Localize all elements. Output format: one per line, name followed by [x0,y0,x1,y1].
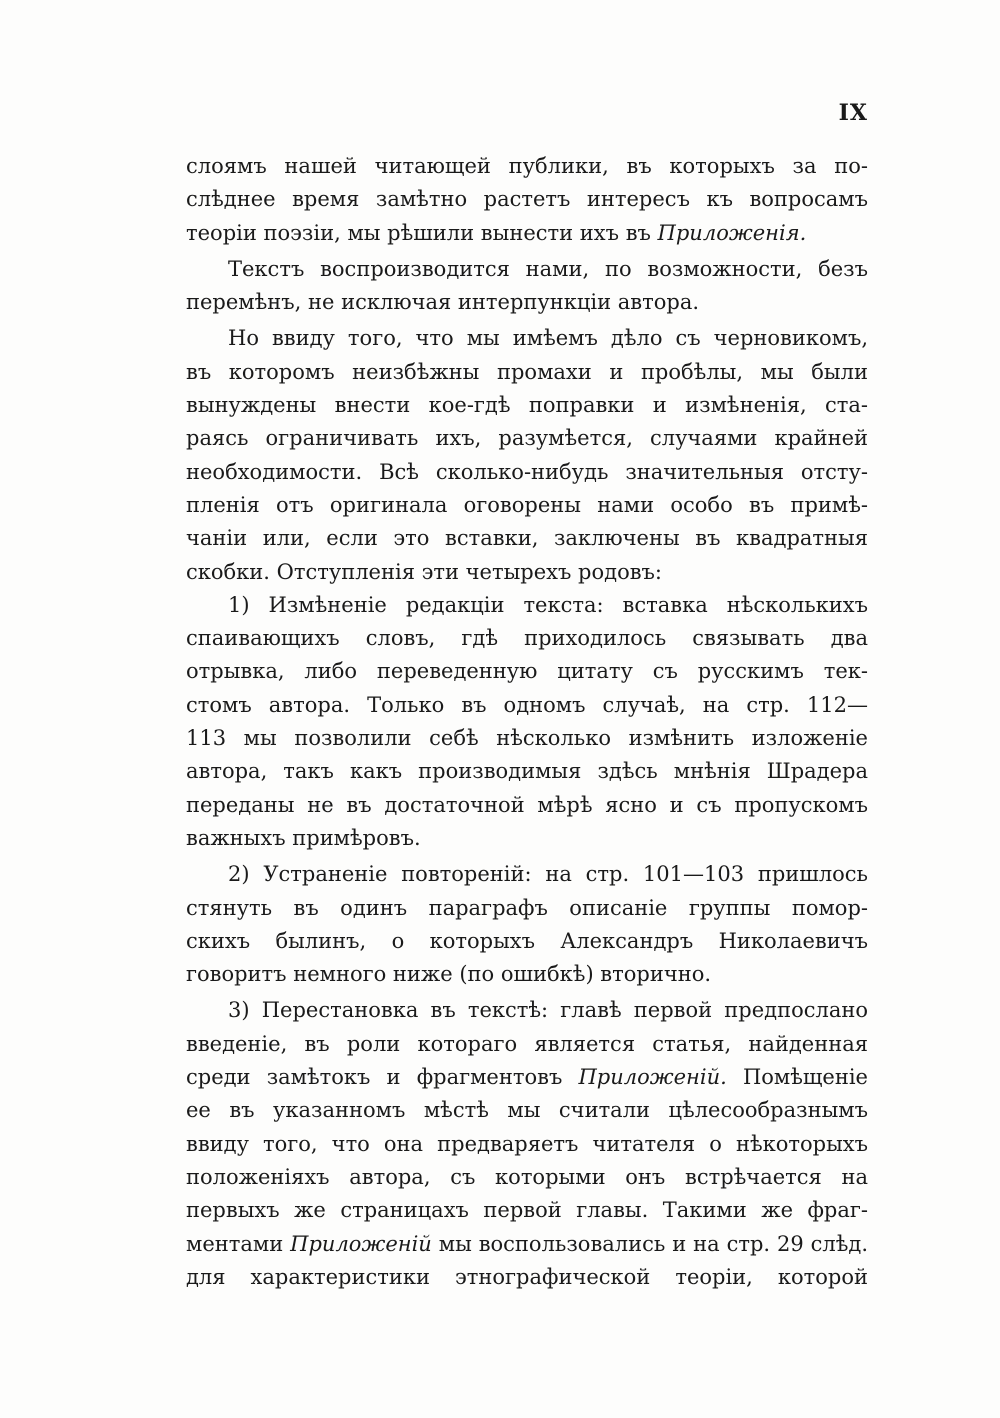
text-line [186,1228,868,1261]
text-line: Но ввиду того, что мы имѣемъ дѣло съ черновикомъ, [228,326,868,351]
text-line: раясь ограничивать ихъ, разумѣется, случаями крайней [186,426,868,451]
text-line: автора, такъ какъ производимыя здѣсь мнѣнія Шрадера [186,759,868,784]
text-line: необходимости. Всѣ сколько-нибудь значительныя отсту- [186,459,868,484]
text-line: 2) Устраненіе повтореній: на стр. 101—103 пришлось [228,862,868,887]
text-segment: ментами [186,1231,291,1256]
text-line: для характеристики этнографической теоріи, которой [186,1264,868,1289]
text-line: вынуждены внести кое-гдѣ поправки и измѣненія, ста- [186,393,868,418]
text-line: стомъ автора. Только въ одномъ случаѣ, на стр. 112— [186,692,868,717]
italic-title: Приложеній. [578,1065,727,1090]
text-line: 113 мы позволили себѣ нѣсколько измѣнить изложеніе [186,726,868,751]
text-line: 1) Измѣненіе редакціи текста: вставка нѣсколькихъ [228,592,868,617]
text-line: перемѣнъ, не исключая интерпункціи автора. [186,290,700,315]
text-segment: Помѣщеніе [726,1065,868,1090]
body-text [186,150,868,1294]
text-segment: среди замѣтокъ и фрагментовъ [186,1065,579,1090]
text-line: переданы не въ достаточной мѣрѣ ясно и съ пропускомъ [186,792,868,817]
text-line: важныхъ примѣровъ. [186,825,421,850]
text-line: скобки. Отступленія эти четырехъ родовъ: [186,559,662,584]
text-line: отрывка, либо переведенную цитату съ русскимъ тек- [186,659,868,684]
text-line: Текстъ воспроизводится нами, по возможности, безъ [228,256,868,281]
text-line: первыхъ же страницахъ первой главы. Такими же фраг- [186,1198,868,1223]
text-line: чаніи или, если это вставки, заключены въ квадратныя [186,526,868,551]
text-line: пленія отъ оригинала оговорены нами особо въ примѣ- [186,492,868,517]
italic-title: Приложенія. [657,220,807,245]
text-line: 3) Перестановка въ текстѣ: главѣ первой предпослано [228,998,868,1023]
page-number: IX [838,100,868,126]
text-line [186,1061,868,1094]
text-line: спаивающихъ словъ, гдѣ приходилось связывать два [186,626,868,651]
text-line: ввиду того, что она предваряетъ читателя о нѣкоторыхъ [186,1131,868,1156]
text-line: ее въ указанномъ мѣстѣ мы считали цѣлесообразнымъ [186,1098,868,1123]
text-segment: мы воспользовались и на стр. 29 слѣд. [431,1231,868,1256]
text-line [186,217,868,250]
text-line: слѣднее время замѣтно растетъ интересъ къ вопросамъ [186,187,868,212]
text-segment: теоріи поэзіи, мы рѣшили вынести ихъ въ [186,220,658,245]
text-line: говоритъ немного ниже (по ошибкѣ) вторично. [186,962,712,987]
text-line: въ которомъ неизбѣжны промахи и пробѣлы, мы были [186,359,868,384]
italic-title: Приложеній [290,1231,432,1256]
text-line: стянуть въ одинъ параграфъ описаніе группы помор- [186,895,868,920]
text-line: введеніе, въ роли котораго является статья, найденная [186,1031,868,1056]
text-line: скихъ былинъ, о которыхъ Александръ Николаевичъ [186,928,868,953]
text-line: слоямъ нашей читающей публики, въ которыхъ за по- [186,154,868,178]
text-line: положеніяхъ автора, съ которыми онъ встрѣчается на [186,1164,868,1189]
